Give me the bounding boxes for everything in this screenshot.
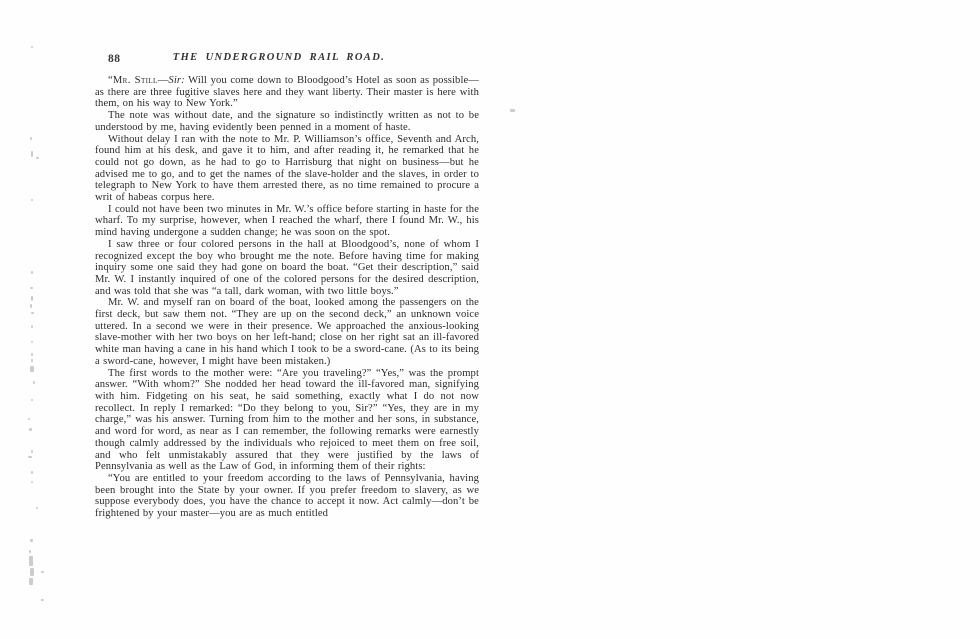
scan-speck bbox=[31, 46, 33, 48]
body-text: Without delay I ran with the note to Mr. P. Williamson’s office, Seventh and Arch, found him at his desk, and gave it to him, and after reading it, he remarked that he could not go down, as he had to go to Harrisburg that night on business—but he advised me to go, and to get the names of the slave-holder and the slaves, in order to telegraph to New York to have them arrested there, as no time remained to procure a writ of habeas corpus here. bbox=[95, 133, 479, 204]
scan-speck bbox=[31, 471, 33, 474]
scan-speck bbox=[31, 151, 33, 157]
paragraph bbox=[95, 297, 479, 367]
body-text: I could not have been two minutes in Mr. W.’s office before starting in haste for the wharf. To my surprise, however, when I reached the wharf, there I found Mr. W., his mind having undergone a sudden change; he was soon on the spot. bbox=[95, 203, 479, 239]
scan-speck bbox=[41, 599, 44, 601]
scan-speck bbox=[31, 312, 34, 314]
body-text: The first words to the mother were: “Are you traveling?” “Yes,” was the prompt answer. “With whom?” She nodded her head toward the ill-favored man, signifying with him. Fidgeting on his seat, he said something, exactly what I do not now recollect. In reply I remarked: “Do they belong to you, Sir?” “Yes, they are in my charge,” was his answer. Turning from him to the mother and her sons, in substance, and word for word, as near as I can remember, the following remarks were earnestly though calmly addressed by the individuals who rejoiced to meet them on free soil, and who felt unmistakably assured that they were justified by the laws of Pennsylvania as well as the Law of God, in informing them of their rights: bbox=[95, 367, 479, 473]
scan-speck bbox=[31, 199, 33, 201]
scan-speck bbox=[29, 428, 32, 431]
paragraph bbox=[95, 204, 479, 239]
scan-speck bbox=[29, 556, 33, 566]
scan-speck bbox=[30, 539, 33, 542]
paragraph bbox=[95, 134, 479, 204]
body-text: “ bbox=[108, 75, 113, 86]
body-text: The note was without date, and the signature so indistinctly written as not to be understood by me, having evidently been penned in a moment of haste. bbox=[95, 110, 479, 133]
scan-speck bbox=[31, 296, 33, 301]
body-text: I saw three or four colored persons in the hall at Bloodgood’s, none of whom I recognized except the boy who brought me the note. Before having time for making inquiry some one said they had gone on board the boat. “Get their description,” said Mr. W. I instantly inquired of one of the colored persons for the desired description, and was told that she was “a tall, dark woman, with two little boys.” bbox=[95, 238, 479, 297]
paragraph bbox=[95, 239, 479, 298]
scan-speck bbox=[510, 109, 515, 112]
scan-speck bbox=[30, 366, 34, 372]
scan-speck bbox=[31, 359, 33, 362]
scan-speck bbox=[30, 137, 32, 140]
italic-text: Sir: bbox=[168, 75, 185, 86]
page-number: 88 bbox=[108, 53, 121, 65]
scan-speck bbox=[28, 456, 32, 458]
page-text bbox=[95, 75, 479, 520]
scan-speck bbox=[28, 418, 30, 420]
paragraph bbox=[95, 473, 479, 520]
scan-speck bbox=[30, 304, 32, 308]
scan-speck bbox=[31, 353, 33, 356]
scan-speck bbox=[31, 399, 33, 401]
scan-speck bbox=[30, 568, 34, 576]
scan-speck bbox=[31, 481, 33, 483]
scan-speck bbox=[31, 341, 33, 343]
scan-speck bbox=[33, 381, 35, 384]
body-text: “You are entitled to your freedom according to the laws of Pennsylvania, having been brought into the State by your owner. If you prefer freedom to slavery, as we suppose everybody does, you have the chance to accept it now. Act calmly—don’t be frightened by your master—you are as much entitled bbox=[95, 472, 479, 520]
scan-speck bbox=[29, 550, 31, 553]
scan-speck bbox=[30, 287, 33, 289]
scanned-page bbox=[95, 52, 479, 520]
scan-speck bbox=[36, 507, 38, 509]
scan-speck bbox=[31, 450, 33, 453]
paragraph bbox=[95, 75, 479, 110]
scan-speck bbox=[36, 157, 39, 159]
scan-speck bbox=[29, 578, 33, 585]
body-text: Will you come down to Bloodgood’s Hotel as soon as possible—as there are three fugitive slaves here and they want liberty. Their master is here with them, on his way to New York.” bbox=[95, 75, 479, 110]
paragraph bbox=[95, 368, 479, 473]
scan-speck bbox=[31, 325, 33, 328]
scan-speck bbox=[41, 571, 44, 573]
smallcaps-text: Mr. Still bbox=[112, 75, 158, 86]
scan-speck bbox=[31, 271, 33, 274]
body-text: Mr. W. and myself ran on board of the boat, looked among the passengers on the first deck, but saw them not. “They are up on the second deck,” an unknown voice uttered. In a second we were in their presence. We approached the anxious-looking slave-mother with her two boys on her left-hand; close on her right sat an ill-favored white man having a cane in his hand which I took to be a sword-cane. (As to its being a sword-cane, however, I might have been mistaken.) bbox=[95, 297, 479, 367]
paragraph bbox=[95, 110, 479, 133]
body-text: — bbox=[157, 75, 169, 86]
page-header bbox=[95, 52, 479, 68]
running-title: THE UNDERGROUND RAIL ROAD. bbox=[172, 52, 386, 63]
